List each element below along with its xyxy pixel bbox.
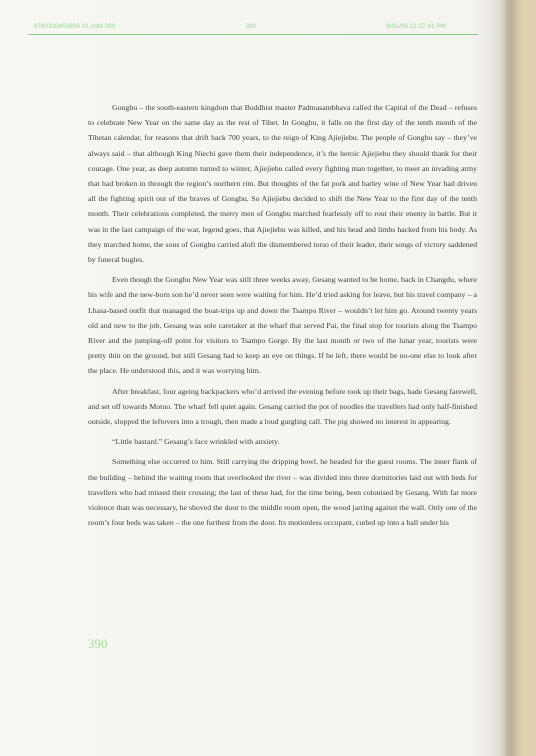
slug-page: 390 — [245, 24, 257, 30]
page-number: 390 — [88, 636, 108, 651]
paragraph: Something else occurred to him. Still carrying the dripping bowl, he headed for the guest rooms. The inner flank of the building – behind the waiting room that overlooked the river – was divided into three dormitories laid out with beds for travellers who had missed their crossing; the last of these had, for the time being, been colonised by Gesang. With far more violence than was necessary, he shoved the door to the middle room open, the wood jarring against the wall. Only one of the room’s four beds was taken – the one furthest from the door. Its motionless occupant, curled up into a ball under his — [88, 457, 477, 528]
slug-rule — [28, 34, 478, 35]
paragraph: “Little bastard.” Gesang’s face wrinkled with anxiety. — [112, 437, 280, 447]
body-text — [88, 100, 477, 535]
paragraph: Even though the Gongbu New Year was still three weeks away, Gesang wanted to be home, back in Changdu, where his wife and the new-born son he’d never seen were waiting for him. He’d tried asking for leave, but his travel company – a Lhasa-based outfit that managed the boat-trips up and down the Tsampo River – wouldn’t let him go. Around twenty years old and new to the job, Gesang was sole caretaker at the wharf that served Pai, the final stop for tourists along the Tsampo River and the jumping-off point for visitors to Tsampo Gorge. By the last month or two of the lunar year, tourists were pretty thin on the ground, but still Gesang had to keep an eye on things. If he left, there would be no-one else to look after the place. He understood this, and it was worrying him. — [88, 275, 477, 376]
paragraph: Gongbu – the south-eastern kingdom that Buddhist master Padmasambhava called the Capital of the Dead – refuses to celebrate New Year on the same day as the rest of Tibet. In Gongbu, it falls on the first day of the tenth month of the Tibetan calendar, for reasons that drift back 700 years, to the reign of King Ajiejiebu. The people of Gongbu say – they’ve always said – that although King Niechi gave them their independence, it’s the heroic Ajiejiebu they should thank for their courage. One year, as deep autumn turned to winter, Ajiejiebu called every fighting man together, to meet an invading army that had broken in through the region’s northern rim. But thoughts of the fat pork and barley wine of New Year had driven all the fighting spirit out of the braves of Gongbu. So Ajiejiebu decided to shift the New Year to the first day of the tenth month. Their celebrations completed, the merry men of Gongbu marched fearlessly off to rout their enemy in battle. But it was in the last campaign of the war, legend goes, that Ajiejiebu was killed, and his head and limbs hacked from his body. As they marched home, the sons of Gongbu carried aloft the dismembered torso of their leader, their songs of victory saddened by funeral bugles. — [88, 103, 477, 265]
slug-timestamp: 8/01/09 12:27:41 PM — [386, 24, 446, 30]
print-slug — [34, 24, 446, 30]
slug-file: 9780330453806.01.indd 390 — [34, 24, 116, 30]
book-spine-edge — [506, 0, 536, 756]
paragraph: After breakfast, four ageing backpackers who’d arrived the evening before took up their bags, bade Gesang farewell, and set off towards Motuo. The wharf fell quiet again. Gesang carried the pot of noodles the travellers had only half-finished outside, slopped the leftovers into a trough, then made a loud gurgling call. The pig showed no interest in appearing. — [88, 386, 478, 427]
